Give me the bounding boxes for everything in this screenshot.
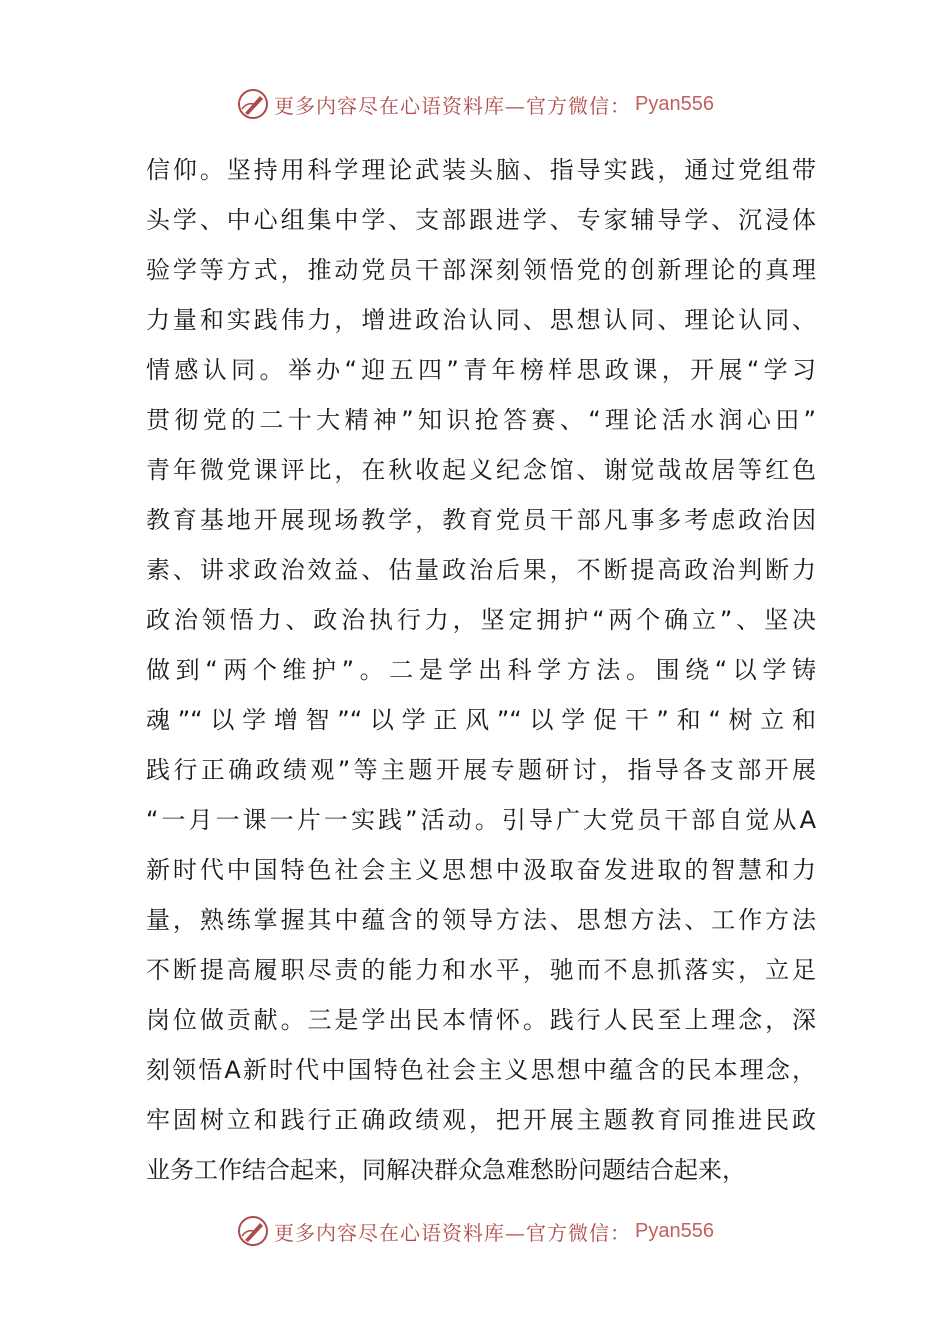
body-line: 力量和实践伟力，增进政治认同、思想认同、理论认同、 — [146, 306, 816, 334]
body-line: “一月一课一片一实践”活动。引导广大党员干部自觉从A — [146, 806, 816, 834]
body-line: 新时代中国特色社会主义思想中汲取奋发进取的智慧和力 — [146, 856, 816, 884]
body-line: 刻领悟A新时代中国特色社会主义思想中蕴含的民本理念， — [146, 1056, 816, 1084]
header-banner-text: 更多内容尽在心语资料库— — [274, 93, 527, 118]
body-line: 不断提高履职尽责的能力和水平，驰而不息抓落实，立足 — [146, 956, 816, 984]
body-line: 贯彻党的二十大精神”知识抢答赛、“理论活水润心田” — [146, 406, 816, 434]
body-line: 岗位做贡献。三是学出民本情怀。践行人民至上理念，深 — [146, 1006, 816, 1034]
body-line: 青年微党课评比，在秋收起义纪念馆、谢觉哉故居等红色 — [146, 456, 816, 484]
body-line: 政治领悟力、政治执行力，坚定拥护“两个确立”、坚决 — [146, 606, 816, 634]
pen-logo-icon — [236, 1214, 270, 1248]
body-line: 魂”“以学增智”“以学正风”“以学促干”和“树立和 — [146, 706, 816, 734]
body-line: 业务工作结合起来，同解决群众急难愁盼问题结合起来， — [146, 1156, 746, 1184]
header-wechat-label: 官方微信： — [526, 93, 632, 118]
body-line: 情感认同。举办“迎五四”青年榜样思政课，开展“学习 — [146, 356, 816, 384]
body-line: 牢固树立和践行正确政绩观，把开展主题教育同推进民政 — [146, 1106, 816, 1134]
body-line: 头学、中心组集中学、支部跟进学、专家辅导学、沉浸体 — [146, 206, 816, 234]
footer-wechat-label: 官方微信： — [526, 1220, 632, 1245]
body-line: 验学等方式，推动党员干部深刻领悟党的创新理论的真理 — [146, 256, 816, 284]
body-line: 量，熟练掌握其中蕴含的领导方法、思想方法、工作方法 — [146, 906, 816, 934]
body-line: 素、讲求政治效益、估量政治后果，不断提高政治判断力 — [146, 556, 816, 584]
pen-logo-icon — [236, 87, 270, 121]
body-line: 教育基地开展现场教学，教育党员干部凡事多考虑政治因 — [146, 506, 816, 534]
footer-banner-text: 更多内容尽在心语资料库— — [274, 1220, 527, 1245]
body-line: 做到“两个维护”。二是学出科学方法。围绕“以学铸 — [146, 656, 816, 684]
header-banner — [0, 84, 950, 124]
body-line: 践行正确政绩观”等主题开展专题研讨，指导各支部开展 — [146, 756, 816, 784]
footer-wechat-id: Pyan556 — [635, 1219, 714, 1242]
body-line: 信仰。坚持用科学理论武装头脑、指导实践，通过党组带 — [146, 156, 816, 184]
document-body — [146, 145, 816, 1195]
footer-banner — [0, 1211, 950, 1251]
header-wechat-id: Pyan556 — [635, 92, 714, 115]
